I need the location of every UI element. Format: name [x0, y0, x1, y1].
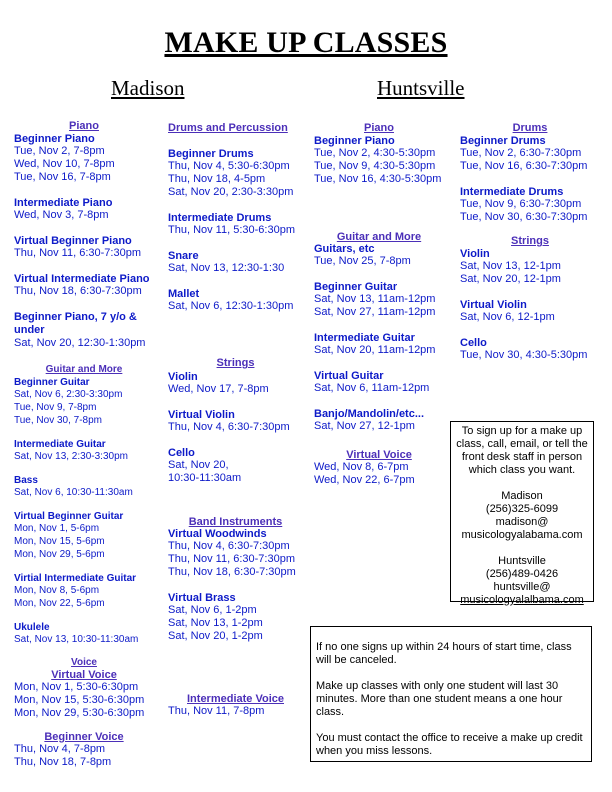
policy-box: [310, 626, 592, 762]
class-time: Mon, Nov 29, 5-6pm: [14, 549, 105, 560]
class-item: [14, 743, 154, 769]
section-heading: Drums and Percussion: [168, 122, 288, 134]
class-title: Beginner Piano, 7 y/o & under: [14, 311, 137, 336]
madison-heading: Madison: [111, 76, 185, 100]
class-item: [314, 408, 444, 433]
class-title: Beginner Guitar: [14, 377, 90, 388]
class-time: Sat, Nov 27, 11am-12pm: [314, 306, 436, 318]
class-time: Tue, Nov 16, 6:30-7:30pm: [460, 160, 588, 172]
class-time: Wed, Nov 10, 7-8pm: [14, 158, 115, 170]
section-heading: Virtual Voice: [51, 669, 117, 681]
class-item: [314, 243, 444, 268]
huntsville-heading: Huntsville: [377, 76, 465, 100]
huntsville-left-column: [314, 122, 444, 498]
class-item: [14, 133, 154, 184]
huntsville-phone[interactable]: (256)489-0426: [485, 568, 559, 580]
class-title: Virtual Violin: [460, 299, 527, 311]
class-title: Virtual Violin: [168, 409, 235, 421]
class-item: [314, 332, 444, 357]
class-item: [314, 370, 444, 395]
madison-phone[interactable]: (256)325-6099: [485, 503, 559, 515]
section-heading: Piano: [69, 120, 99, 132]
class-time: Tue, Nov 9, 7-8pm: [14, 402, 97, 413]
class-time: Wed, Nov 8, 6-7pm: [314, 461, 409, 473]
class-title: Bass: [14, 475, 38, 486]
class-title: Intermediate Guitar: [14, 439, 106, 450]
class-time: Thu, Nov 4, 5:30-6:30pm: [168, 160, 290, 172]
page-title: MAKE UP CLASSES: [164, 26, 448, 59]
class-time: Mon, Nov 15, 5:30-6:30pm: [14, 694, 145, 706]
class-item: [14, 439, 154, 463]
class-time: Sat, Nov 20, 12-1pm: [460, 273, 561, 285]
section-heading: Guitar and More: [336, 231, 422, 243]
class-item: [168, 705, 303, 718]
class-item: [460, 299, 600, 324]
class-item: [14, 311, 154, 350]
class-time: Sat, Nov 6, 10:30-11:30am: [14, 487, 133, 498]
class-item: [314, 135, 444, 186]
class-time: Sat, Nov 20, 12:30-1:30pm: [14, 337, 146, 349]
class-time: Tue, Nov 2, 7-8pm: [14, 145, 105, 157]
class-item: [460, 248, 600, 286]
class-title: Violin: [168, 371, 198, 383]
class-title: Banjo/Mandolin/etc...: [314, 408, 425, 420]
class-title: Intermediate Piano: [14, 197, 113, 209]
class-time: Thu, Nov 18, 6:30-7:30pm: [14, 285, 142, 297]
class-time: Sat, Nov 20, 11am-12pm: [314, 344, 436, 356]
class-item: [14, 235, 154, 260]
section-heading: Strings: [511, 235, 549, 247]
class-title: Virtual Brass: [168, 592, 236, 604]
class-time: Sat, Nov 6, 2:30-3:30pm: [14, 389, 123, 400]
policy-credit-text: You must contact the office to receive a make up credit when you miss lessons.: [316, 732, 583, 757]
class-time: Wed, Nov 22, 6-7pm: [314, 474, 415, 486]
policy-cancel-text: If no one signs up within 24 hours of start time, class will be canceled.: [316, 641, 572, 666]
class-title: Intermediate Drums: [168, 212, 272, 224]
class-item: [168, 528, 303, 579]
class-title: Virtual Woodwinds: [168, 528, 267, 540]
class-time: Sat, Nov 13, 2:30-3:30pm: [14, 451, 128, 462]
class-item: [168, 447, 303, 485]
class-title: Beginner Piano: [314, 135, 395, 147]
huntsville-contact-name: Huntsville: [498, 555, 546, 567]
section-heading: Band Instruments: [188, 516, 283, 528]
class-time: Thu, Nov 11, 6:30-7:30pm: [168, 553, 295, 565]
class-time: Sat, Nov 13, 1-2pm: [168, 617, 263, 629]
class-time: Thu, Nov 18, 4-5pm: [168, 173, 266, 185]
class-title: Snare: [168, 250, 199, 262]
class-time: Mon, Nov 29, 5:30-6:30pm: [14, 707, 145, 719]
class-time: Tue, Nov 2, 4:30-5:30pm: [314, 147, 436, 159]
class-title: Guitars, etc: [314, 243, 375, 255]
class-time: Thu, Nov 4, 6:30-7:30pm: [168, 540, 290, 552]
class-title: Virtial Intermediate Guitar: [14, 573, 137, 584]
class-time: Mon, Nov 22, 5-6pm: [14, 598, 105, 609]
huntsville-email-line1[interactable]: huntsville@: [493, 581, 551, 593]
class-time: Wed, Nov 17, 7-8pm: [168, 383, 269, 395]
class-time: Thu, Nov 18, 7-8pm: [14, 756, 112, 768]
class-time: Thu, Nov 11, 5:30-6:30pm: [168, 224, 295, 236]
section-heading: Piano: [364, 122, 394, 134]
class-title: Cello: [168, 447, 195, 459]
class-time: Tue, Nov 9, 6:30-7:30pm: [460, 198, 582, 210]
section-heading: Voice: [71, 657, 97, 668]
madison-email-line2[interactable]: musicologyalabama.com: [461, 529, 583, 541]
class-time: Tue, Nov 16, 7-8pm: [14, 171, 111, 183]
class-time: Sat, Nov 27, 12-1pm: [314, 420, 415, 432]
class-time: Tue, Nov 16, 4:30-5:30pm: [314, 173, 442, 185]
class-time: 10:30-11:30am: [168, 472, 242, 484]
policy-duration-text: Make up classes with only one student will last 30 minutes. More than one student means a one hour class.: [316, 680, 563, 718]
class-time: Thu, Nov 4, 7-8pm: [14, 743, 106, 755]
class-item: [14, 197, 154, 222]
madison-contact-name: Madison: [501, 490, 543, 502]
class-time: Tue, Nov 2, 6:30-7:30pm: [460, 147, 582, 159]
class-time: Tue, Nov 30, 4:30-5:30pm: [460, 349, 588, 361]
signup-intro: To sign up for a make up class, call, email, or tell the front desk staff in person which class you want.: [456, 425, 588, 476]
class-item: [168, 148, 303, 199]
class-time: Sat, Nov 13, 10:30-11:30am: [14, 634, 139, 645]
class-title: Virtual Intermediate Piano: [14, 273, 150, 285]
class-time: Sat, Nov 6, 12:30-1:30pm: [168, 300, 294, 312]
class-item: [460, 186, 600, 224]
class-time: Mon, Nov 15, 5-6pm: [14, 536, 105, 547]
class-item: [168, 592, 303, 643]
class-time: Sat, Nov 20, 1-2pm: [168, 630, 263, 642]
class-title: Cello: [460, 337, 487, 349]
class-title: Virtual Beginner Guitar: [14, 511, 124, 522]
class-item: [168, 250, 303, 275]
class-title: Beginner Guitar: [314, 281, 398, 293]
madison-left-column: [14, 120, 154, 780]
class-time: Tue, Nov 9, 4:30-5:30pm: [314, 160, 436, 172]
class-item: [460, 135, 600, 173]
class-title: Virtual Beginner Piano: [14, 235, 132, 247]
class-time: Mon, Nov 1, 5:30-6:30pm: [14, 681, 139, 693]
class-title: Beginner Drums: [168, 148, 254, 160]
class-item: [14, 273, 154, 298]
class-item: [14, 622, 154, 646]
class-title: Intermediate Guitar: [314, 332, 415, 344]
huntsville-email-link[interactable]: musicologyalalbama.com: [460, 594, 584, 606]
class-time: Tue, Nov 30, 7-8pm: [14, 415, 103, 426]
class-title: Beginner Piano: [14, 133, 95, 145]
class-title: Violin: [460, 248, 490, 260]
class-time: Thu, Nov 4, 6:30-7:30pm: [168, 421, 290, 433]
section-heading: Strings: [216, 357, 255, 369]
class-time: Tue, Nov 25, 7-8pm: [314, 255, 411, 267]
class-time: Thu, Nov 18, 6:30-7:30pm: [168, 566, 296, 578]
class-time: Sat, Nov 13, 12:30-1:30: [168, 262, 285, 274]
class-time: Thu, Nov 11, 7-8pm: [168, 705, 265, 717]
class-item: [14, 475, 154, 499]
madison-email-line1[interactable]: madison@: [495, 516, 549, 528]
section-heading: Intermediate Voice: [187, 693, 284, 705]
class-item: [14, 681, 154, 720]
section-heading: Virtual Voice: [346, 449, 412, 461]
class-title: Beginner Drums: [460, 135, 546, 147]
class-item: [168, 409, 303, 434]
class-time: Thu, Nov 11, 6:30-7:30pm: [14, 247, 141, 259]
class-item: [168, 288, 303, 313]
class-title: Virtual Guitar: [314, 370, 384, 382]
class-time: Mon, Nov 8, 5-6pm: [14, 585, 100, 596]
section-heading: Drums: [512, 122, 548, 134]
class-title: Mallet: [168, 288, 200, 300]
section-heading: Guitar and More: [45, 364, 123, 375]
section-heading: Beginner Voice: [44, 731, 124, 743]
class-time: Sat, Nov 13, 12-1pm: [460, 260, 561, 272]
signup-info-box: [450, 421, 594, 606]
huntsville-right-column: [460, 122, 600, 373]
class-time: Wed, Nov 3, 7-8pm: [14, 209, 109, 221]
class-item: [460, 337, 600, 362]
class-item: [14, 511, 154, 561]
class-time: Sat, Nov 13, 11am-12pm: [314, 293, 436, 305]
class-title: Ukulele: [14, 622, 50, 633]
class-item: [168, 212, 303, 237]
class-time: Sat, Nov 6, 12-1pm: [460, 311, 555, 323]
class-title: Intermediate Drums: [460, 186, 564, 198]
class-item: [314, 461, 444, 487]
class-time: Tue, Nov 30, 6:30-7:30pm: [460, 211, 588, 223]
class-item: [14, 377, 154, 427]
class-item: [314, 281, 444, 319]
class-time: Sat, Nov 20,: [168, 459, 229, 471]
class-time: Sat, Nov 6, 1-2pm: [168, 604, 257, 616]
class-item: [14, 573, 154, 610]
class-time: Sat, Nov 20, 2:30-3:30pm: [168, 186, 294, 198]
class-time: Sat, Nov 6, 11am-12pm: [314, 382, 430, 394]
class-item: [168, 371, 303, 396]
madison-right-column: [168, 122, 303, 729]
class-time: Mon, Nov 1, 5-6pm: [14, 523, 100, 534]
